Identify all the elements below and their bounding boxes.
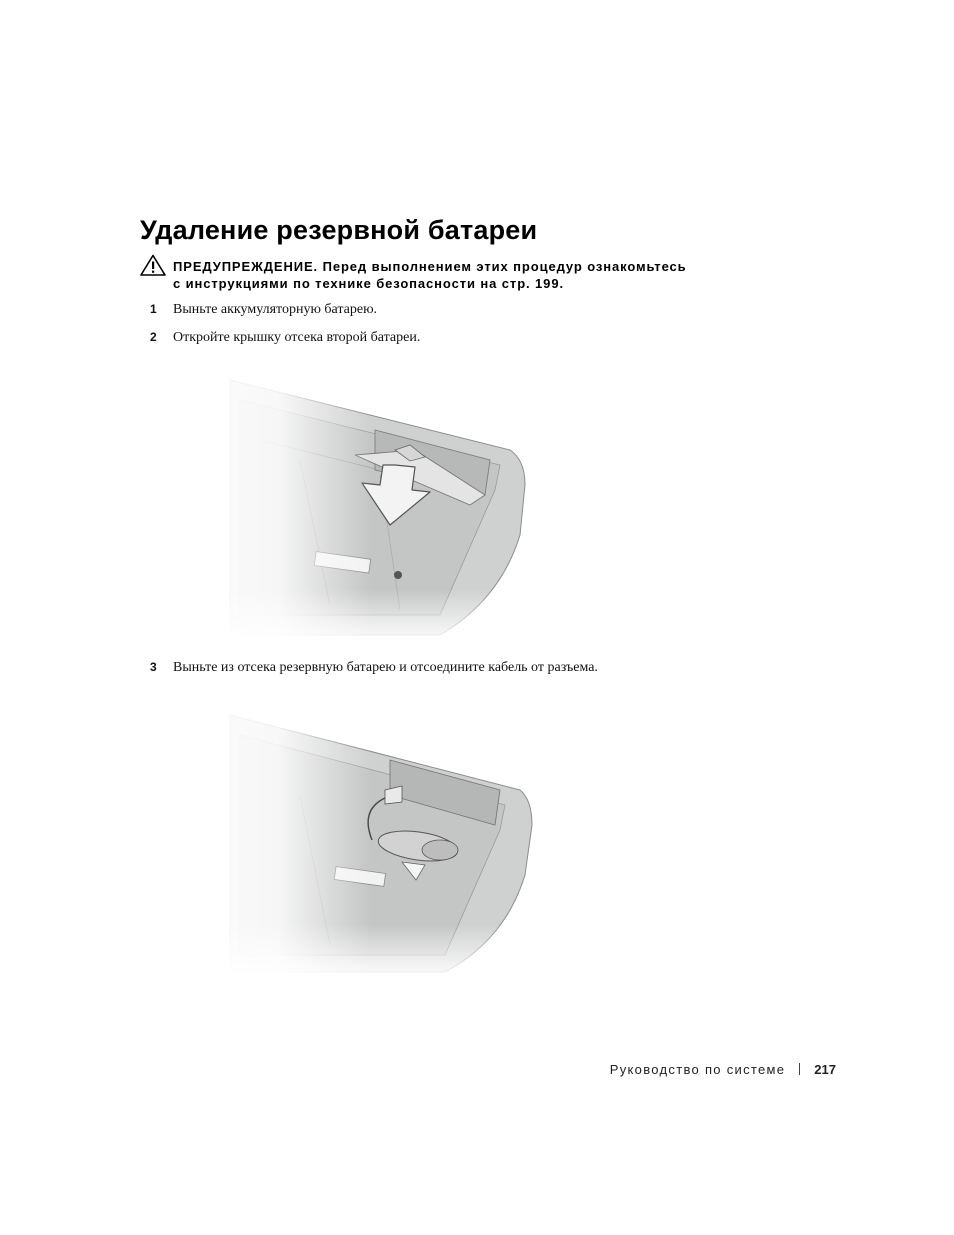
step-text: Выньте из отсека резервную батарею и отсоедините кабель от разъема. <box>173 660 598 675</box>
step-3 <box>150 660 598 676</box>
step-1 <box>150 302 377 318</box>
step-text: Выньте аккумуляторную батарею. <box>173 302 378 317</box>
step-number: 1 <box>150 302 157 316</box>
page-footer <box>610 1062 836 1077</box>
step-2 <box>150 330 420 346</box>
figure-open-battery-bay-cover <box>140 365 560 645</box>
step-number: 3 <box>150 660 157 674</box>
page-title: Удаление резервной батареи <box>140 215 538 245</box>
warning-line-2: с инструкциями по технике безопасности на стр. 199. <box>173 276 564 291</box>
warning-text <box>173 258 687 292</box>
step-number: 2 <box>150 330 157 344</box>
footer-divider <box>799 1063 800 1075</box>
footer-title: Руководство по системе <box>609 1062 786 1077</box>
warning-line-1: ПРЕДУПРЕЖДЕНИЕ. Перед выполнением этих процедур ознакомьтесь <box>173 259 687 274</box>
figure-remove-backup-battery <box>140 700 560 980</box>
page-number: 217 <box>814 1062 836 1077</box>
step-text: Откройте крышку отсека второй батареи. <box>173 330 421 345</box>
warning-triangle-icon <box>140 254 166 276</box>
